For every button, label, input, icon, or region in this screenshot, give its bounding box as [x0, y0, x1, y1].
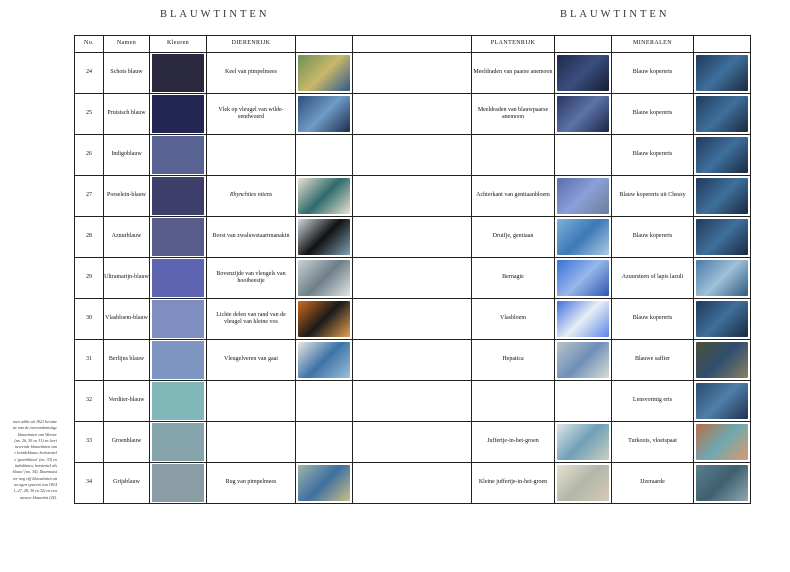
- row-number: 34: [75, 463, 104, 504]
- plant-description: Meeldraden van paarse anemoon: [472, 53, 555, 94]
- bird-throat-thumbnail: [298, 55, 350, 91]
- plant-description: Vlasbloem: [472, 299, 555, 340]
- color-name: Vlasbloem-blauw: [104, 299, 150, 340]
- mineral-description: Turkoois, vloeispaat: [612, 422, 694, 463]
- empty-spacer-cell: [353, 381, 472, 422]
- color-swatch: [152, 382, 204, 420]
- color-name: Verditer-blauw: [104, 381, 150, 422]
- mineral-image-cell: [694, 217, 751, 258]
- row-number: 29: [75, 258, 104, 299]
- side-note-line: r kentdeblauw, hortstentel: [14, 450, 57, 456]
- row-number: 33: [75, 422, 104, 463]
- color-table: [74, 35, 751, 504]
- sapphire-thumbnail: [696, 342, 748, 378]
- animal-image-cell: [296, 135, 353, 176]
- animal-description: Lichte delen van rand van de vleugel van kleine vos: [207, 299, 296, 340]
- row-number: 32: [75, 381, 104, 422]
- table-row: [75, 176, 751, 217]
- color-swatch-cell: [150, 135, 207, 176]
- color-swatch-cell: [150, 340, 207, 381]
- animal-description: Bovenzijde van vleugels van hooibeestje: [207, 258, 296, 299]
- plant-description: Juffertje-in-het-groen: [472, 422, 555, 463]
- animal-image-cell: [296, 340, 353, 381]
- animal-description: Borst van zwaluwstaartmanakin: [207, 217, 296, 258]
- grape-gentian-thumbnail: [557, 219, 609, 255]
- page-heading-left: BLAUWTINTEN: [160, 9, 270, 20]
- animal-description: Vleugelveren van gaai: [207, 340, 296, 381]
- color-swatch: [152, 136, 204, 174]
- copper-ore-thumbnail: [696, 301, 748, 337]
- plant-image-cell: [555, 176, 612, 217]
- mineral-image-cell: [694, 53, 751, 94]
- animal-description: Rug van pimpelmees: [207, 463, 296, 504]
- side-note-line: ncerende blauwtinten van: [14, 444, 57, 450]
- color-swatch: [152, 423, 204, 461]
- table-row: [75, 94, 751, 135]
- animal-image-cell: [296, 381, 353, 422]
- side-note-line: blauw' (no. 34). Daarnaast: [12, 469, 57, 475]
- side-note-line: ttabsblauw, horstentel als: [15, 463, 57, 469]
- animal-image-cell: [296, 217, 353, 258]
- empty-spacer-cell: [353, 258, 472, 299]
- mineral-image-cell: [694, 94, 751, 135]
- color-name: Indigoblauw: [104, 135, 150, 176]
- plant-description: [472, 135, 555, 176]
- side-note-line: rer nog vijf blauwtinten uit: [13, 475, 57, 481]
- animal-description: [207, 422, 296, 463]
- side-note-line: blauwtinten van Werner: [17, 431, 57, 437]
- side-note-line: (no. 26, 30 en 31) en leert: [14, 437, 57, 443]
- color-name: Berlijns blauw: [104, 340, 150, 381]
- color-swatch-cell: [150, 463, 207, 504]
- mineral-image-cell: [694, 340, 751, 381]
- empty-spacer-cell: [353, 299, 472, 340]
- color-swatch-cell: [150, 422, 207, 463]
- anemone-thumbnail: [557, 96, 609, 132]
- plant-image-cell: [555, 422, 612, 463]
- header-no: No.: [75, 36, 104, 53]
- jay-feather-thumbnail: [298, 342, 350, 378]
- table-row: [75, 381, 751, 422]
- animal-description: Vlek op vleugel van wilde-eendwoerd: [207, 94, 296, 135]
- animal-description: [207, 381, 296, 422]
- row-number: 25: [75, 94, 104, 135]
- header-plantenrijk-image: [555, 36, 612, 53]
- header-mineralen-image: [694, 36, 751, 53]
- color-name: Grijsblauw: [104, 463, 150, 504]
- mineral-image-cell: [694, 422, 751, 463]
- header-dierenrijk-image: [296, 36, 353, 53]
- side-note-line: s 'groenblauw' (no. 33) en: [14, 456, 57, 462]
- empty-spacer-cell: [353, 135, 472, 176]
- color-swatch-cell: [150, 299, 207, 340]
- color-swatch: [152, 218, 204, 256]
- lens-ore-thumbnail: [696, 383, 748, 419]
- manakin-thumbnail: [298, 219, 350, 255]
- color-swatch-cell: [150, 258, 207, 299]
- animal-description: Rhynchites nitens: [207, 176, 296, 217]
- mineral-image-cell: [694, 381, 751, 422]
- page-heading-right: BLAUWTINTEN: [560, 9, 670, 20]
- empty-spacer-cell: [353, 463, 472, 504]
- header-namen: Namen: [104, 36, 150, 53]
- row-number: 31: [75, 340, 104, 381]
- side-note-line: men eddie uit 1821 bevatte: [12, 419, 57, 424]
- row-number: 24: [75, 53, 104, 94]
- color-swatch-cell: [150, 381, 207, 422]
- color-swatch: [152, 259, 204, 297]
- animal-image-cell: [296, 422, 353, 463]
- row-number: 28: [75, 217, 104, 258]
- color-name: Azuurblauw: [104, 217, 150, 258]
- beetle-thumbnail: [298, 178, 350, 214]
- color-name: Schots blauw: [104, 53, 150, 94]
- mineral-image-cell: [694, 299, 751, 340]
- mineral-description: Blauw kopererts: [612, 53, 694, 94]
- copper-ore-thumbnail: [696, 219, 748, 255]
- plant-description: Achterkant van gentiaanbloem: [472, 176, 555, 217]
- hepatica-thumbnail: [557, 342, 609, 378]
- color-name: Groenblauw: [104, 422, 150, 463]
- copper-ore-thumbnail: [696, 178, 748, 214]
- side-note-line: no.ogen systeem van 1814: [14, 481, 57, 487]
- plant-image-cell: [555, 217, 612, 258]
- flax-flower-thumbnail: [557, 301, 609, 337]
- empty-spacer-cell: [353, 422, 472, 463]
- color-swatch-cell: [150, 94, 207, 135]
- plant-image-cell: [555, 299, 612, 340]
- header-plantenrijk: PLANTENRIJK: [472, 36, 555, 53]
- mineral-description: Blauw kopererts uit Chessy: [612, 176, 694, 217]
- side-note-line: 1, 27, 28, 30 en 32) en een: [13, 488, 57, 494]
- mineral-description: Lensvormig erts: [612, 381, 694, 422]
- color-name: Porselein-blauw: [104, 176, 150, 217]
- mineral-image-cell: [694, 135, 751, 176]
- mineral-image-cell: [694, 463, 751, 504]
- iron-earth-thumbnail: [696, 465, 748, 501]
- animal-description: Keel van pimpelmees: [207, 53, 296, 94]
- plant-image-cell: [555, 53, 612, 94]
- empty-spacer-cell: [353, 53, 472, 94]
- plant-description: Kleine juffertje-in-het-groen: [472, 463, 555, 504]
- lapis-thumbnail: [696, 260, 748, 296]
- color-swatch: [152, 464, 204, 502]
- side-note: [0, 419, 57, 501]
- animal-image-cell: [296, 463, 353, 504]
- copper-ore-thumbnail: [696, 55, 748, 91]
- animal-image-cell: [296, 299, 353, 340]
- plant-description: [472, 381, 555, 422]
- color-swatch-cell: [150, 53, 207, 94]
- color-swatch: [152, 300, 204, 338]
- color-swatch: [152, 95, 204, 133]
- color-swatch: [152, 341, 204, 379]
- header-spacer: [353, 36, 472, 53]
- header-kleuren: Kleuren: [150, 36, 207, 53]
- love-in-a-mist-thumbnail: [557, 424, 609, 460]
- table-header-row: [75, 36, 751, 53]
- header-mineralen: MINERALEN: [612, 36, 694, 53]
- plant-image-cell: [555, 463, 612, 504]
- borage-thumbnail: [557, 260, 609, 296]
- plant-image-cell: [555, 135, 612, 176]
- duck-wing-thumbnail: [298, 96, 350, 132]
- mineral-image-cell: [694, 258, 751, 299]
- copper-ore-thumbnail: [696, 137, 748, 173]
- mineral-description: Blauwe saffier: [612, 340, 694, 381]
- table-row: [75, 217, 751, 258]
- color-name: Pruisisch blauw: [104, 94, 150, 135]
- table-row: [75, 422, 751, 463]
- plant-image-cell: [555, 258, 612, 299]
- color-swatch-cell: [150, 217, 207, 258]
- plant-image-cell: [555, 94, 612, 135]
- side-note-line: nieuwe blauwtint (24).: [20, 494, 57, 500]
- table-row: [75, 258, 751, 299]
- empty-spacer-cell: [353, 94, 472, 135]
- side-note-line: tie van de overeenkomstige: [12, 425, 57, 431]
- copper-ore-thumbnail: [696, 96, 748, 132]
- empty-spacer-cell: [353, 176, 472, 217]
- table-row: [75, 299, 751, 340]
- animal-image-cell: [296, 94, 353, 135]
- mineral-description: Azuursteen of lapis lazuli: [612, 258, 694, 299]
- table-row: [75, 135, 751, 176]
- color-name: Ultramarijn-blauw: [104, 258, 150, 299]
- header-dierenrijk: DIERENRIJK: [207, 36, 296, 53]
- mineral-description: Blauw kopererts: [612, 135, 694, 176]
- plant-image-cell: [555, 381, 612, 422]
- animal-description: [207, 135, 296, 176]
- love-in-a-mist-small-thumbnail: [557, 465, 609, 501]
- plant-description: Hepatica: [472, 340, 555, 381]
- color-swatch: [152, 177, 204, 215]
- color-swatch: [152, 54, 204, 92]
- table-row: [75, 340, 751, 381]
- mineral-image-cell: [694, 176, 751, 217]
- gentian-thumbnail: [557, 178, 609, 214]
- row-number: 27: [75, 176, 104, 217]
- turquoise-thumbnail: [696, 424, 748, 460]
- color-swatch-cell: [150, 176, 207, 217]
- mineral-description: Blauw kopererts: [612, 299, 694, 340]
- tortoiseshell-thumbnail: [298, 301, 350, 337]
- plant-image-cell: [555, 340, 612, 381]
- table-row: [75, 463, 751, 504]
- plant-description: Meeldraden van blauwpaarse anemoon: [472, 94, 555, 135]
- bluetit-back-thumbnail: [298, 465, 350, 501]
- mineral-description: Blauw kopererts: [612, 94, 694, 135]
- table-row: [75, 53, 751, 94]
- row-number: 26: [75, 135, 104, 176]
- plant-description: Druifje, gentiaan: [472, 217, 555, 258]
- mineral-description: Blauw kopererts: [612, 217, 694, 258]
- plant-description: Bernagie: [472, 258, 555, 299]
- mineral-description: IJzeraarde: [612, 463, 694, 504]
- empty-spacer-cell: [353, 217, 472, 258]
- empty-spacer-cell: [353, 340, 472, 381]
- row-number: 30: [75, 299, 104, 340]
- animal-image-cell: [296, 176, 353, 217]
- animal-image-cell: [296, 258, 353, 299]
- anemone-stamens-thumbnail: [557, 55, 609, 91]
- butterfly-wing-thumbnail: [298, 260, 350, 296]
- animal-image-cell: [296, 53, 353, 94]
